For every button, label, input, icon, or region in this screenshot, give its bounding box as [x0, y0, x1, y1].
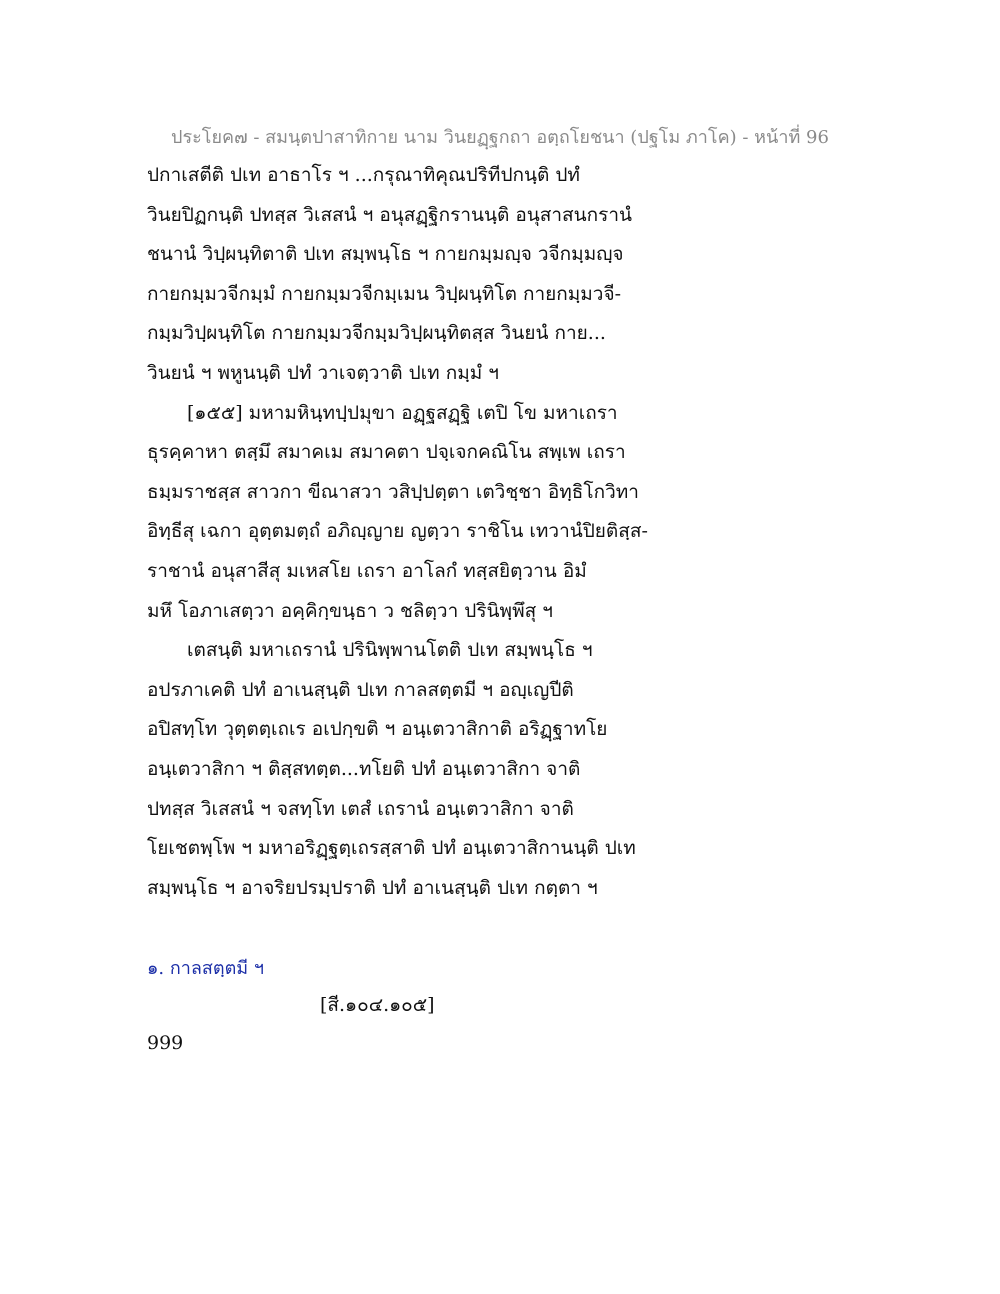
paragraph-start-line: เตสนฺติ มหาเถรานํ ปรินิพฺพานโตติ ปเท สมฺพนฺโธ ฯ	[187, 639, 593, 662]
running-header: ประโยค๗ - สมนฺตปาสาทิกาย นาม วินยฏฺฐกถา อตฺถโยชนา (ปฐโม ภาโค) - หน้าที่ 96	[171, 127, 829, 148]
text-line: ราชานํ อนุสาสีสุ มเหสโย เถรา อาโลกํ ทสฺสยิตฺวาน อิมํ	[147, 559, 587, 582]
text-line: โยเชตพฺโพ ฯ มหาอริฏฺฐตฺเถรสฺสาติ ปทํ อนฺเตวาสิกานนฺติ ปเท	[147, 837, 636, 860]
footnote: ๑. กาลสตฺตมี ฯ	[147, 958, 264, 979]
text-line: ธมฺมราชสฺส สาวกา ขีณาสวา วสิปฺปตฺตา เตวิชฺชา อิทฺธิโกวิทา	[147, 480, 639, 503]
text-line: วินยนํ ฯ พหูนนฺติ ปทํ วาเจตฺวาติ ปเท กมฺมํ ฯ	[147, 361, 499, 384]
page-number: 999	[147, 1032, 184, 1054]
text-line: ปกาเสตีติ ปเท อาธาโร ฯ ...กรุณาทิคุณปริทีปกนฺติ ปทํ	[147, 164, 580, 186]
text-line: อปรภาเคติ ปทํ อาเนสฺนฺติ ปเท กาลสตฺตมี ฯ อญฺเญปีติ	[147, 678, 574, 701]
text-line: วินยปิฏกนฺติ ปทสฺส วิเสสนํ ฯ อนุสฏฺฐิกรานนฺติ อนุสาสนกรานํ	[147, 203, 632, 226]
text-line: ธุรคฺคาหา ตสฺมึ สมาคเม สมาคตา ปจฺเจกคณิโน สพฺเพ เถรา	[147, 441, 626, 464]
text-line: อปิสทฺโท วุตฺตตฺเถเร อเปกฺขติ ฯ อนฺเตวาสิกาติ อริฏฺฐาทโย	[147, 718, 608, 741]
text-line: อนฺเตวาสิกา ฯ ติสฺสทตฺต...ทโยติ ปทํ อนฺเตวาสิกา จาติ	[147, 757, 581, 780]
text-line: ชนานํ วิปฺผนฺทิตาติ ปเท สมฺพนฺโธ ฯ กายกมฺมญฺจ วจีกมฺมญฺจ	[147, 243, 624, 266]
paragraph-start-line: [๑๕๕] มหามหินฺทปฺปมุขา อฏฺฐสฏฺฐิ เตปิ โข มหาเถรา	[187, 401, 618, 424]
text-line: อิทฺธีสุ เฉกา อุตฺตมตฺถํ อภิญฺญาย ญตฺวา ราชิโน เทวานํปิยติสฺส-	[147, 520, 648, 543]
text-line: กมฺมวิปฺผนฺทิโต กายกมฺมวจีกมฺมวิปฺผนฺทิตสฺส วินยนํ กาย...	[147, 322, 606, 345]
text-line: กายกมฺมวจีกมฺมํ กายกมฺมวจีกมฺเมน วิปฺผนฺทิโต กายกมฺมวจี-	[147, 282, 622, 305]
source-reference: [สี.๑๐๔.๑๐๕]	[320, 994, 435, 1016]
text-line: สมฺพนฺโธ ฯ อาจริยปรมฺปราติ ปทํ อาเนสฺนฺติ ปเท กตฺตา ฯ	[147, 876, 598, 899]
main-text	[147, 156, 867, 908]
text-line: มหึ โอภาเสตฺวา อคฺคิกฺขนฺธา ว ชลิตฺวา ปรินิพฺพึสุ ฯ	[147, 599, 553, 622]
text-line: ปทสฺส วิเสสนํ ฯ จสทฺโท เตสํ เถรานํ อนฺเตวาสิกา จาติ	[147, 797, 574, 820]
